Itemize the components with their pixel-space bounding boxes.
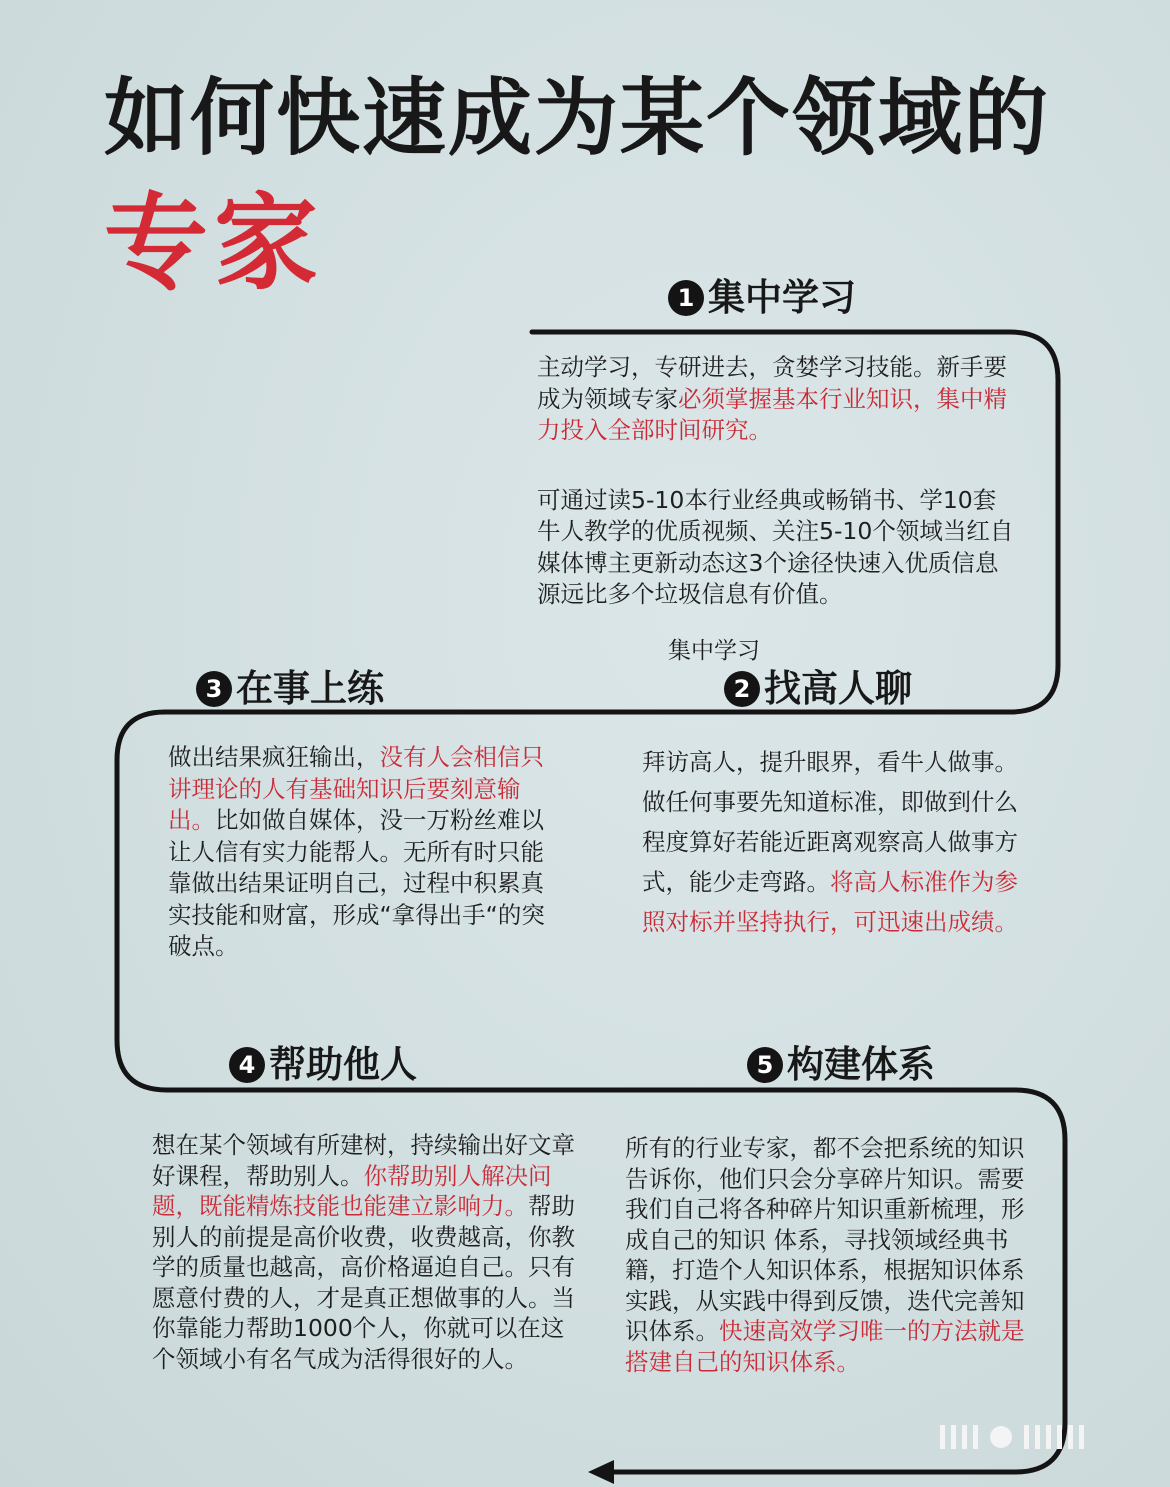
highlight-text: 将高人标准作为参照对标并坚持执行，可迅速出成绩。 — [642, 868, 1018, 936]
step-4-text — [152, 1130, 578, 1374]
paragraph — [537, 352, 1015, 447]
step-3-heading — [196, 667, 384, 710]
step-5-heading — [747, 1043, 935, 1086]
paragraph — [642, 742, 1034, 942]
highlight-text: 必须掌握基本行业知识，集中精力投入全部时间研究。 — [537, 384, 1007, 444]
paragraph — [168, 742, 556, 963]
watermark-bars-icon — [940, 1425, 978, 1449]
highlight-text: 快速高效学习唯一的方法就是搭建自己的知识体系。 — [625, 1317, 1025, 1376]
watermark — [940, 1425, 1084, 1449]
step-5-number-badge: 5 — [747, 1047, 783, 1083]
step-5-text — [625, 1133, 1027, 1377]
watermark-dot-icon — [990, 1426, 1012, 1448]
page-title: 如何快速成为某个领域的 — [104, 69, 1051, 167]
step-2-heading — [724, 667, 912, 710]
paragraph — [152, 1130, 578, 1374]
connector-label: 集中学习 — [668, 638, 760, 664]
body-text: 比如做自媒体，没一万粉丝难以让人信有实力能帮人。无所有时只能靠做出结果证明自己，过程中积累真实技能和财富，形成“拿得出手“的突破点。 — [168, 806, 545, 960]
step-3-number-badge: 3 — [196, 671, 232, 707]
step-4-heading — [229, 1043, 417, 1086]
step-4-number-badge: 4 — [229, 1047, 265, 1083]
page-subtitle: 专家 — [104, 182, 325, 304]
highlight-text: 没有人会相信只讲理论的人有基础知识后要刻意输出。 — [168, 743, 544, 834]
step-2-text — [642, 742, 1034, 942]
highlight-text: 你帮助别人解决问题，既能精炼技能也能建立影响力。 — [152, 1161, 552, 1220]
watermark-bars-icon — [1024, 1425, 1084, 1449]
step-2-number-badge: 2 — [724, 671, 760, 707]
body-text: 主动学习，专研进去，贪婪学习技能。新手要成为领域专家 — [537, 353, 1007, 413]
body-text: 拜访高人，提升眼界，看牛人做事。做任何事要先知道标准，即做到什么程度算好若能近距离观察高人做事方式，能少走弯路。 — [642, 748, 1018, 896]
body-text: 可通过读5-10本行业经典或畅销书、学10套牛人教学的优质视频、关注5-10个领域当红自媒体博主更新动态这3个途径快速入优质信息源远比多个垃圾信息有价值。 — [537, 485, 1014, 608]
body-text: 想在某个领域有所建树，持续输出好文章好课程，帮助别人。 — [152, 1131, 575, 1190]
step-2-heading-text: 找高人聊 — [764, 667, 912, 710]
body-text: 帮助别人的前提是高价收费，收费越高，你教学的质量也越高，高价格逼迫自己。只有愿意付费的人，才是真正想做事的人。当你靠能力帮助1000个人，你就可以在这个领域小有名气成为活得很好的人。 — [152, 1192, 575, 1373]
step-5-heading-text: 构建体系 — [787, 1043, 935, 1086]
body-text: 做出结果疯狂输出， — [168, 743, 380, 771]
step-3-text — [168, 742, 556, 963]
step-1-heading — [668, 276, 856, 319]
paragraph — [625, 1133, 1027, 1377]
step-4-heading-text: 帮助他人 — [269, 1043, 417, 1086]
step-1-text — [537, 352, 1015, 611]
step-1-number-badge: 1 — [668, 280, 704, 316]
step-3-heading-text: 在事上练 — [236, 667, 384, 710]
arrow-head-icon — [588, 1460, 614, 1484]
body-text: 所有的行业专家，都不会把系统的知识告诉你，他们只会分享碎片知识。需要我们自己将各种碎片知识重新梳理，形成自己的知识 体系，寻找领域经典书籍，打造个人知识体系，根据知识体系实践，从实践中得到反馈，迭代完善知识体系。 — [625, 1134, 1025, 1345]
step-1-heading-text: 集中学习 — [708, 276, 856, 319]
paragraph — [537, 485, 1015, 611]
